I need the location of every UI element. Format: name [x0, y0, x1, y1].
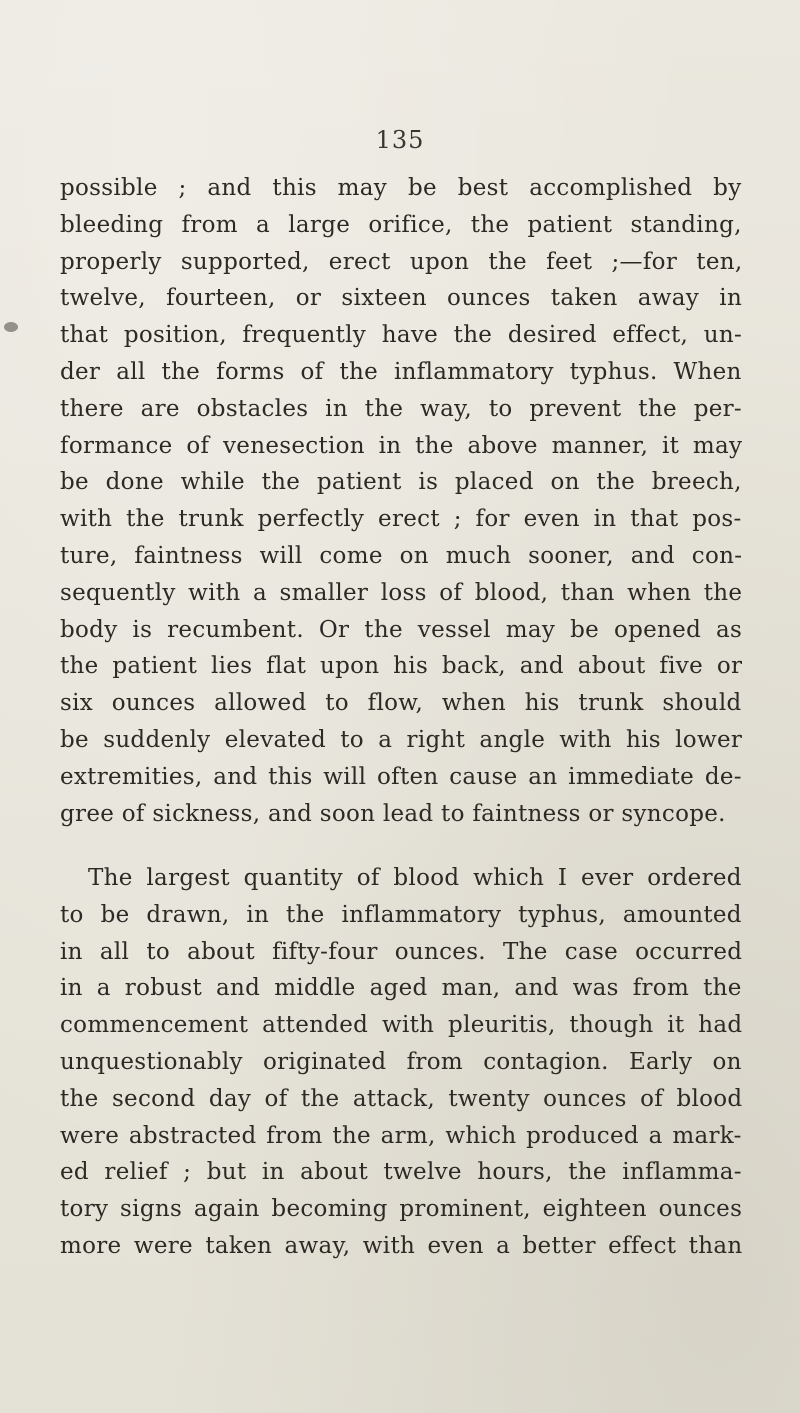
- text-line: ed relief ; but in about twelve hours, the inflamma-: [60, 1159, 742, 1186]
- text-line: in a robust and middle aged man, and was from the: [60, 975, 742, 1002]
- text-line: there are obstacles in the way, to prevent the per-: [60, 395, 743, 422]
- page-number: 135: [375, 126, 425, 154]
- text-line: the second day of the attack, twenty ounces of blood: [60, 1085, 743, 1112]
- text-line: commencement attended with pleuritis, though it had: [60, 1012, 743, 1039]
- text-line: unquestionably originated from contagion. Early on: [60, 1049, 742, 1075]
- text-line: that position, frequently have the desired effect, un-: [60, 322, 743, 349]
- text-line: be done while the patient is placed on the breech,: [60, 469, 742, 496]
- text-line: body is recumbent. Or the vessel may be opened as: [60, 616, 743, 643]
- text-line: with the trunk perfectly erect ; for even in that pos-: [60, 506, 742, 533]
- text-line: be suddenly elevated to a right angle with his lower: [60, 727, 743, 753]
- text-line: sequently with a smaller loss of blood, than when the: [60, 579, 743, 606]
- text-line: gree of sickness, and soon lead to faintness or syncope.: [60, 800, 726, 827]
- text-line: properly supported, erect upon the feet ;—for ten,: [60, 248, 743, 275]
- text-line: tory signs again becoming prominent, eighteen ounces: [60, 1196, 743, 1223]
- text-line: the patient lies flat upon his back, and about five or: [60, 653, 743, 680]
- text-line: twelve, fourteen, or sixteen ounces taken away in: [60, 285, 743, 312]
- text-line: to be drawn, in the inflammatory typhus, amounted: [60, 901, 742, 928]
- text-line: bleeding from a large orifice, the patient standing,: [60, 211, 742, 238]
- text-line: in all to about fifty-four ounces. The case occurred: [60, 938, 743, 965]
- text-line: The largest quantity of blood which I ever ordered: [88, 865, 742, 891]
- text-line: possible ; and this may be best accomplished by: [60, 175, 742, 201]
- margin-ink-mark: [4, 322, 18, 332]
- text-line: der all the forms of the inflammatory typhus. When: [60, 359, 742, 385]
- text-line: more were taken away, with even a better effect than: [60, 1233, 743, 1259]
- text-line: formance of venesection in the above manner, it may: [60, 432, 743, 459]
- text-line: six ounces allowed to flow, when his trunk should: [60, 690, 742, 717]
- text-line: were abstracted from the arm, which produced a mark-: [60, 1122, 742, 1149]
- text-line: extremities, and this will often cause an immediate de-: [60, 763, 742, 790]
- text-line: ture, faintness will come on much sooner, and con-: [60, 543, 743, 569]
